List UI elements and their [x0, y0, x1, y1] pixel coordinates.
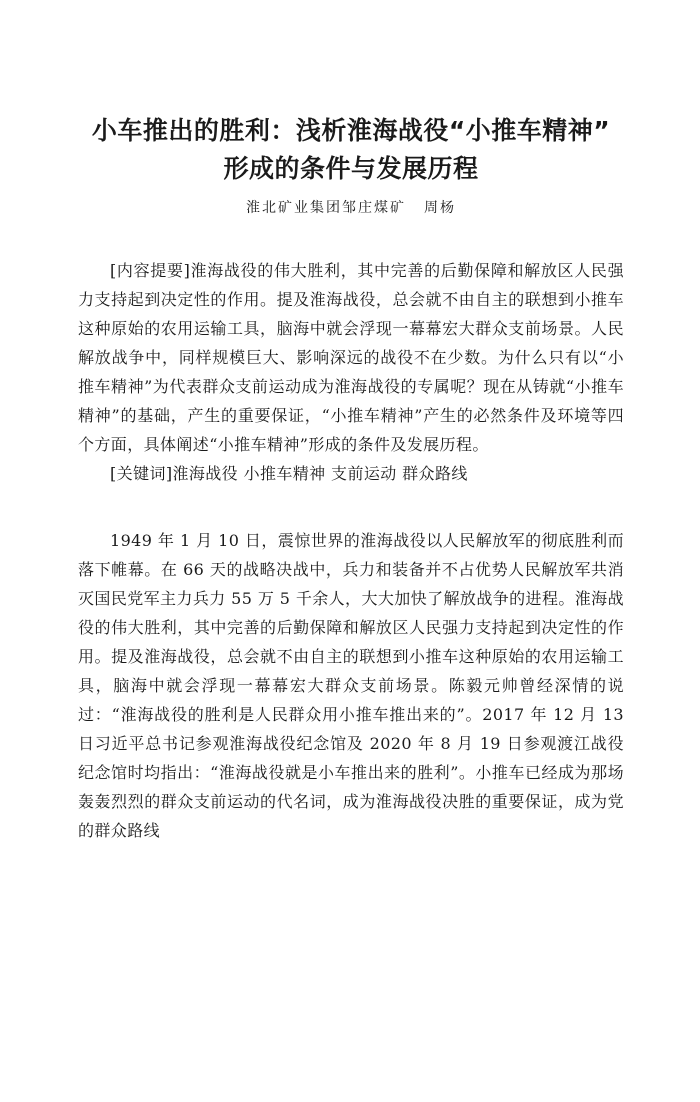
author-line [78, 198, 624, 218]
body-section [78, 526, 624, 845]
abstract-section [78, 256, 624, 488]
abstract-paragraph: [内容提要]淮海战役的伟大胜利，其中完善的后勤保障和解放区人民强力支持起到决定性的作用。提及淮海战役，总会就不由自主的联想到小推车这种原始的农用运输工具，脑海中就会浮现一幕幕宏大群众支前场景。人民解放战争中，同样规模巨大、影响深远的战役不在少数。为什么只有以“小推车精神”为代表群众支前运动成为淮海战役的专属呢？现在从铸就“小推车精神”的基础，产生的重要保证，“小推车精神”产生的必然条件及环境等四个方面，具体阐述“小推车精神”形成的条件及发展历程。 [78, 261, 624, 454]
paper-title [78, 112, 624, 188]
author-name: 周杨 [424, 200, 456, 216]
body-paragraph: 1949 年 1 月 10 日，震惊世界的淮海战役以人民解放军的彻底胜利而落下帷幕。在 66 天的战略决战中，兵力和装备并不占优势人民解放军共消灭国民党军主力兵力 55 万 5 千余人，大大加快了解放战争的进程。淮海战役的伟大胜利，其中完善的后勤保障和解放区人民强力支持起到决定性的作用。提及淮海战役，总会就不由自主的联想到小推车这种原始的农用运输工具，脑海中就会浮现一幕幕宏大群众支前场景。陈毅元帅曾经深情的说过：“淮海战役的胜利是人民群众用小推车推出来的”。2017 年 12 月 13 日习近平总书记参观淮海战役纪念馆及 2020 年 8 月 19 日参观渡江战役纪念馆时均指出：“淮海战役就是小车推出来的胜利”。小推车已经成为那场轰轰烈烈的群众支前运动的代名词，成为淮海战役决胜的重要保证，成为党的群众路线 [78, 531, 624, 840]
paper-page [0, 112, 700, 1102]
keywords-paragraph: [关键词]淮海战役 小推车精神 支前运动 群众路线 [110, 464, 468, 483]
title-line-1: 小车推出的胜利：浅析淮海战役“小推车精神” [91, 116, 611, 145]
author-affiliation: 淮北矿业集团邹庄煤矿 [246, 200, 406, 216]
title-line-2: 形成的条件与发展历程 [223, 154, 479, 183]
